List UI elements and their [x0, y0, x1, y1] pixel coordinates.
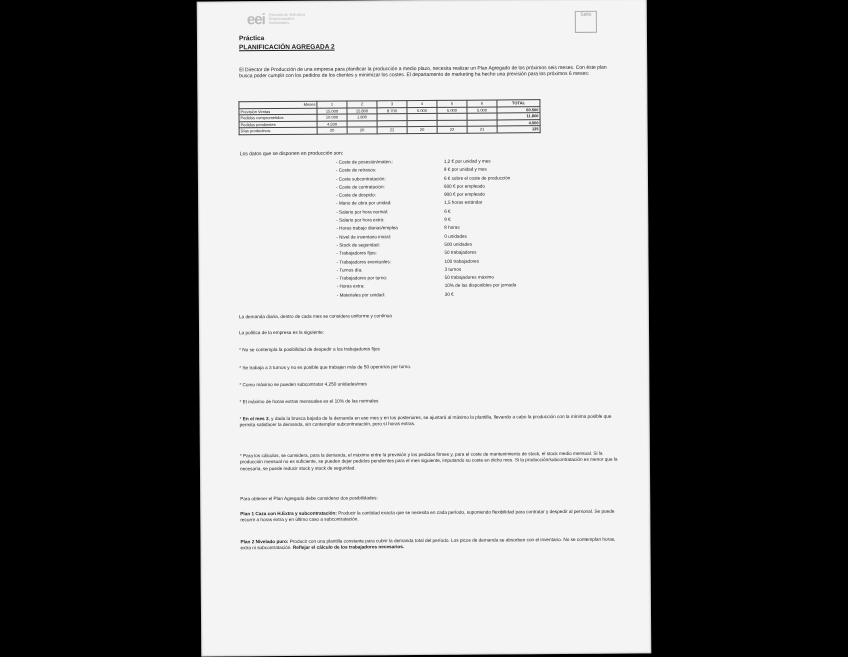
- param-value: 9 €: [444, 216, 451, 222]
- calculation-paragraph: * Para los cálculos, se considera, para la demanda, el máximo entre la previsión y los pedidos firmes y, para el coste de mantenimiento de stock, el stock medio mensual. Si la producción mensual no es suficiente, se pueden dejar pedidos pendientes para el mes siguiente, imputando su coste en dicho mes. Si la producción/subcontratación es menor que la necesaria, se puede reducir stock y stock de seguridad.: [239, 450, 618, 472]
- param-label: - Trabajadores eventuales:: [336, 258, 391, 265]
- param-value: 1,5 horas estándar: [444, 200, 483, 206]
- plan2-title: Plan 2 Nivelado puro:: [240, 538, 289, 545]
- month3-text: , y dada la brusca bajada de la demanda en ese mes y en los posteriores, se ajustará al máximo la plantilla, llevando a cabo la producción con la mínima posible que permita satisfacer la demanda, sin contemplar subcontratación, pero sí horas extras.: [239, 413, 612, 428]
- table-cell: 5.000: [467, 106, 497, 113]
- school-logo: [247, 11, 307, 29]
- param-value: 600 € por empleado: [443, 183, 485, 189]
- practice-label: Práctica: [238, 35, 265, 43]
- plan1-paragraph: [240, 509, 618, 524]
- table-cell: 8.700: [377, 107, 407, 114]
- table-header-label: Meses: [239, 101, 317, 108]
- stamp-icon: Sello: [575, 11, 597, 33]
- document-page: [197, 0, 652, 657]
- row-label: Previsión Ventas: [239, 108, 317, 115]
- param-label: - Nivel de inventario inicial:: [336, 233, 392, 240]
- table-cell: 20: [407, 126, 437, 133]
- policy-bullet: * El máximo de horas extras mensuales es el 10% de las normales: [239, 398, 379, 405]
- param-value: 6 €: [444, 208, 451, 214]
- param-label: - Mano de obra por unidad:: [336, 200, 392, 207]
- param-value: 30 €: [444, 291, 454, 297]
- table-month: 2: [347, 101, 377, 108]
- param-label: - Coste de posesión/maten.:: [335, 159, 394, 165]
- param-value: 50 trabajadores máximo: [444, 274, 494, 281]
- param-label: - Turnos día:: [336, 267, 363, 273]
- table-total-header: TOTAL: [497, 100, 540, 107]
- row-total: 11.800: [497, 113, 540, 120]
- policy-intro: La política de la empresa es la siguiente:: [239, 329, 325, 336]
- plan1-text: Producir la cantidad exacta que se necesita en cada período, suponiendo flexibilidad para contratar y despedir al personal. Se puede recurrir a horas extra y en último caso a subcontratación.: [240, 508, 615, 523]
- param-row: [337, 290, 575, 300]
- param-value: 100 trabajadores: [444, 258, 480, 264]
- plan2-paragraph: [240, 537, 618, 552]
- row-label: Días productivos: [239, 127, 317, 134]
- policy-bullet: * Se trabaja a 3 turnos y no es posible que trabajen más de 50 operarios por turno.: [239, 364, 412, 371]
- param-label: - Horas extra:: [336, 283, 365, 290]
- policy-bullet: * Como máximo se pueden subcontratar 4.250 unidades/mes: [239, 381, 367, 388]
- table-cell: 5.000: [407, 107, 437, 114]
- param-label: - Salario por hora normal:: [336, 209, 389, 215]
- table-month: 6: [467, 100, 497, 107]
- table-cell: 15.800: [347, 107, 377, 114]
- table-month: 5: [437, 100, 467, 107]
- forecast-table: [238, 99, 540, 135]
- table-cell: 22: [377, 127, 407, 134]
- param-value: 500 unidades: [444, 241, 473, 247]
- table-cell: 20: [317, 127, 347, 134]
- row-total: 60.500: [497, 106, 540, 113]
- table-cell: 4.500: [317, 121, 347, 128]
- param-value: 3 turnos: [444, 266, 462, 272]
- table-cell: 15.000: [317, 108, 347, 115]
- param-label: - Coste subcontratación:: [335, 175, 386, 182]
- table-month: 4: [407, 100, 437, 107]
- table-month: 1: [317, 101, 347, 108]
- logo-subtitle: Escuela de Estudios Empresariales Industriales: [268, 11, 306, 26]
- policy-bullet: * No se contempla la posibilidad de despedir a los trabajadores fijos: [239, 346, 380, 353]
- plan1-title: Plan 1 Caza con H.Extra y subcontratación:: [240, 510, 337, 517]
- table-cell: 5.000: [437, 107, 467, 114]
- table-cell: 1.800: [347, 114, 377, 121]
- demand-note: La demanda diaria, dentro de cada mes se considera uniforme y continua: [238, 313, 392, 320]
- data-intro: Los datos que se disponen en producción son:: [239, 150, 344, 158]
- param-value: 6 € sobre el coste de producción: [443, 174, 511, 181]
- param-label: - Coste de contratación:: [335, 184, 385, 190]
- param-value: 1,2 € por unidad y mes: [443, 158, 491, 164]
- row-total: 125: [497, 126, 540, 133]
- param-label: - Salario por hora extra:: [336, 217, 385, 223]
- month3-paragraph: * En el mes 3, y dada la brusca bajada de la demanda en ese mes y en los posteriores, se ajustará al máximo la plantilla, llevando a cabo la producción con la mínima posible que permita satisfacer la demanda, sin contemplar subcontratación, pero sí horas extras.: [239, 413, 612, 428]
- param-label: - Horas trabajo diarias/emplea: [336, 225, 398, 231]
- table-cell: 21: [467, 126, 497, 133]
- table-cell: 10.000: [317, 114, 347, 121]
- param-label: - Materiales por unidad:: [336, 292, 386, 298]
- page-title: PLANIFICACIÓN AGREGADA 2: [239, 43, 335, 52]
- param-value: 900 € por empleado: [444, 191, 485, 198]
- table-month: 3: [377, 101, 407, 108]
- param-label: - Coste de retrasos:: [335, 167, 377, 173]
- row-label: Pedidos pendientes: [239, 121, 317, 128]
- param-label: - Trabajadores por turno:: [336, 275, 388, 281]
- param-label: - Stock de seguridad:: [336, 242, 380, 248]
- param-value: 0 unidades: [444, 233, 467, 239]
- table-cell: 20: [347, 127, 377, 134]
- param-value: 8 horas: [444, 225, 460, 231]
- row-label: Pedidos comprometidos: [239, 114, 317, 121]
- production-params: [336, 157, 575, 300]
- table-cell: 22: [437, 126, 467, 133]
- plan2-bold: Reflejar el cálculo de los trabajadores necesarios.: [292, 544, 405, 551]
- param-label: - Trabajadores fijos:: [336, 250, 377, 256]
- plan2-text: Producir con una plantilla constante para cubrir la demanda total del período. Los picos de demanda se absorben con el inventario. No se contemplan horas, extra ni subcontratación.: [240, 536, 616, 551]
- row-total: 4.500: [497, 119, 540, 126]
- param-label: - Coste de despido:: [336, 192, 376, 198]
- table-row: [239, 126, 540, 135]
- param-value: 9 € por unidad y mes: [443, 166, 487, 173]
- logo-mark: eei: [246, 11, 265, 29]
- options-intro: Para obtener el Plan Agregado debe considerar dos posibilidades:: [240, 495, 378, 502]
- param-value: 50 trabajadores: [444, 249, 477, 256]
- intro-paragraph: El Director de Producción de una empresa para planificar la producción a medio plazo, necesita realizar un Plan Agregado de los próximos seis meses. Con éste plan busca poder cumplir con los pedidos de los clientes y minimizar los costes. El departamento de marketing ha hecho una previsión para los próximos 6 meses:: [239, 64, 607, 80]
- param-value: 10% de las disponibles por jornada: [444, 282, 517, 289]
- month3-bold: En el mes 3: [242, 416, 269, 422]
